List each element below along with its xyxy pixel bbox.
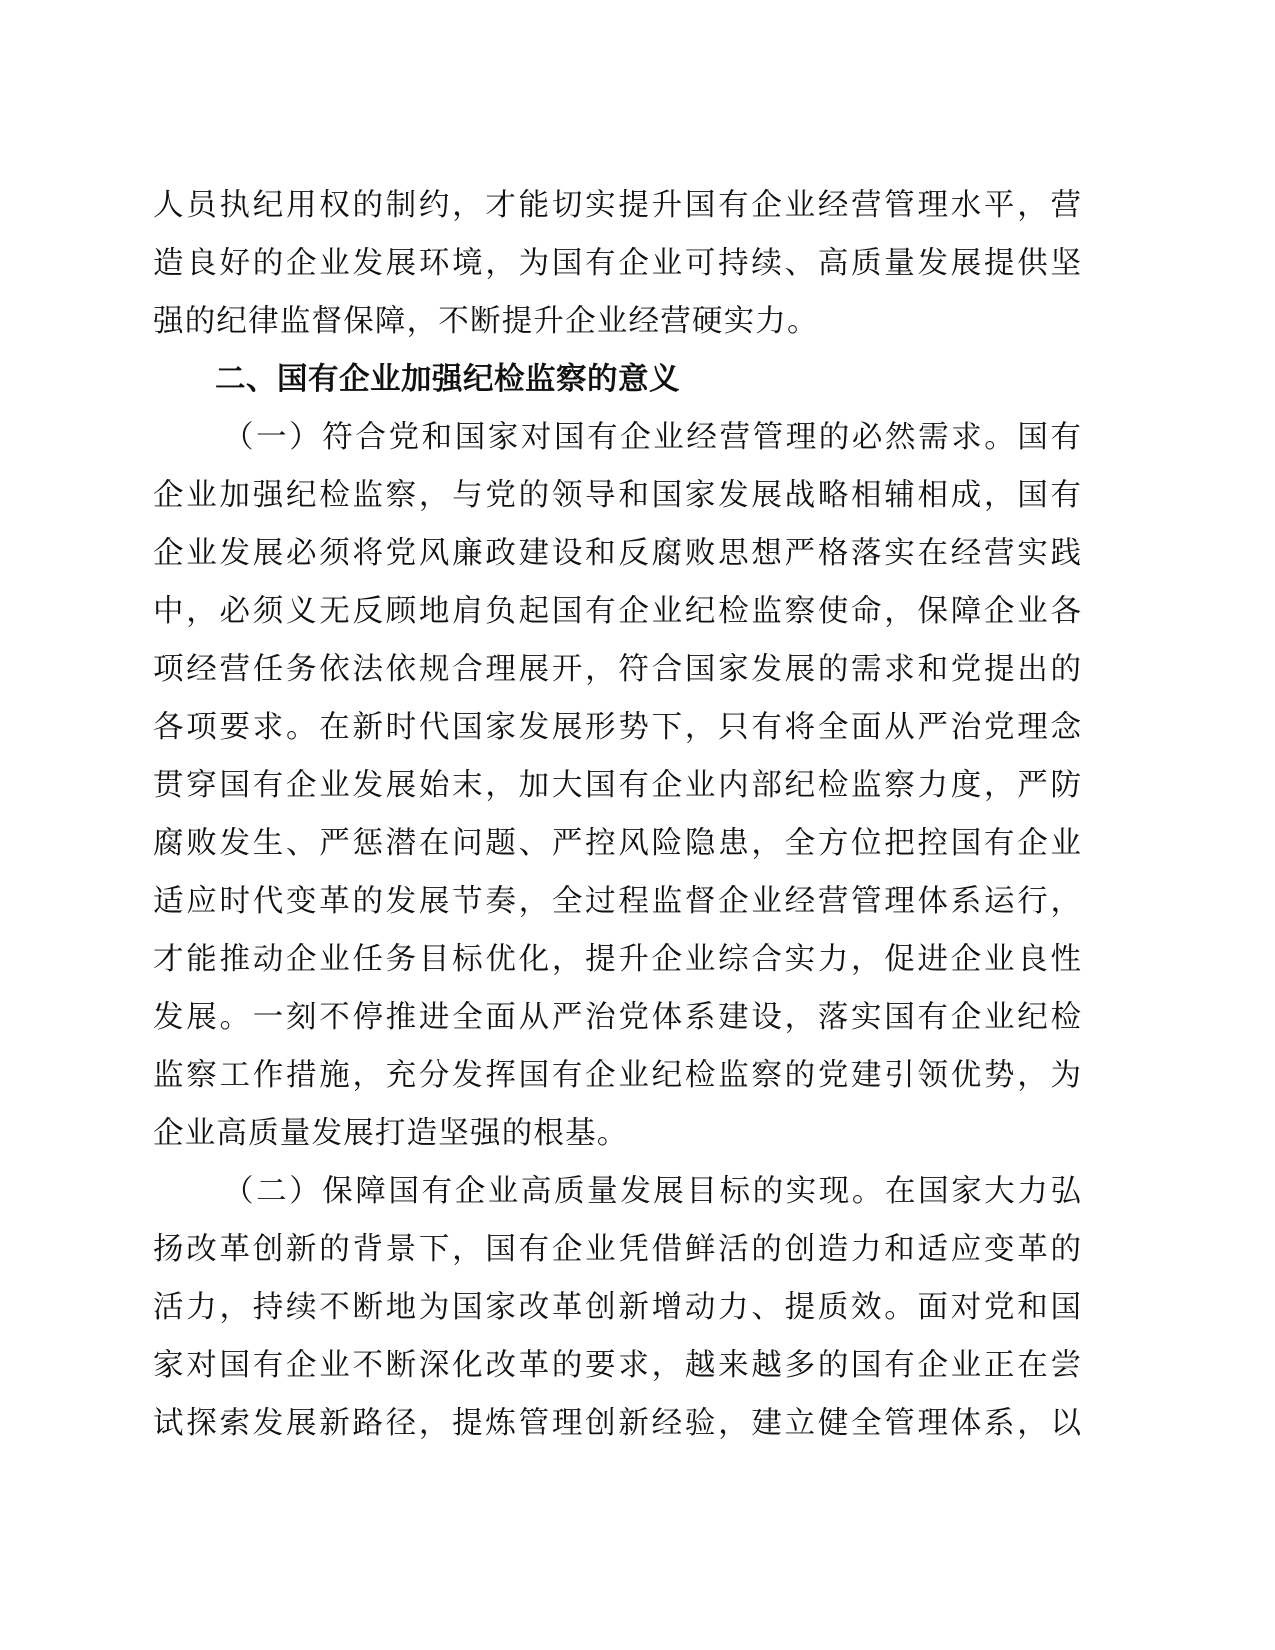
section-heading: 二、国有企业加强纪检监察的意义 — [215, 362, 680, 397]
text-line: 活力，持续不断地为国家改革创新增动力、提质效。面对党和国 — [153, 1290, 1081, 1325]
text-line: 适应时代变革的发展节奏，全过程监督企业经营管理体系运行， — [153, 884, 1081, 919]
text-line: 各项要求。在新时代国家发展形势下，只有将全面从严治党理念 — [153, 710, 1081, 745]
text-line: 才能推动企业任务目标优化，提升企业综合实力，促进企业良性 — [153, 942, 1081, 977]
document-body — [153, 177, 1081, 1453]
text-line: 企业发展必须将党风廉政建设和反腐败思想严格落实在经营实践 — [153, 536, 1081, 571]
paragraph-two — [153, 1163, 1081, 1453]
text-line: 家对国有企业不断深化改革的要求，越来越多的国有企业正在尝 — [153, 1348, 1081, 1383]
text-line: 人员执纪用权的制约，才能切实提升国有企业经营管理水平，营 — [153, 188, 1081, 223]
text-line: 造良好的企业发展环境，为国有企业可持续、高质量发展提供坚 — [153, 246, 1081, 281]
text-line: 试探索发展新路径，提炼管理创新经验，建立健全管理体系，以 — [153, 1406, 1081, 1441]
text-line: 企业高质量发展打造坚强的根基。 — [153, 1116, 629, 1151]
text-line: 发展。一刻不停推进全面从严治党体系建设，落实国有企业纪检 — [153, 1000, 1081, 1035]
text-line: 企业加强纪检监察，与党的领导和国家发展战略相辅相成，国有 — [153, 478, 1081, 513]
text-line: 贯穿国有企业发展始末，加大国有企业内部纪检监察力度，严防 — [153, 768, 1081, 803]
text-line: （二）保障国有企业高质量发展目标的实现。在国家大力弘 — [223, 1174, 1081, 1209]
text-line: 监察工作措施，充分发挥国有企业纪检监察的党建引领优势，为 — [153, 1058, 1081, 1093]
text-line: （一）符合党和国家对国有企业经营管理的必然需求。国有 — [223, 420, 1081, 455]
paragraph-one — [153, 409, 1081, 1163]
text-line: 中，必须义无反顾地肩负起国有企业纪检监察使命，保障企业各 — [153, 594, 1081, 629]
paragraph-intro — [153, 177, 1081, 351]
text-line: 项经营任务依法依规合理展开，符合国家发展的需求和党提出的 — [153, 652, 1081, 687]
text-line: 扬改革创新的背景下，国有企业凭借鲜活的创造力和适应变革的 — [153, 1232, 1081, 1267]
text-line: 腐败发生、严惩潜在问题、严控风险隐患，全方位把控国有企业 — [153, 826, 1081, 861]
text-line: 强的纪律监督保障，不断提升企业经营硬实力。 — [153, 304, 819, 339]
